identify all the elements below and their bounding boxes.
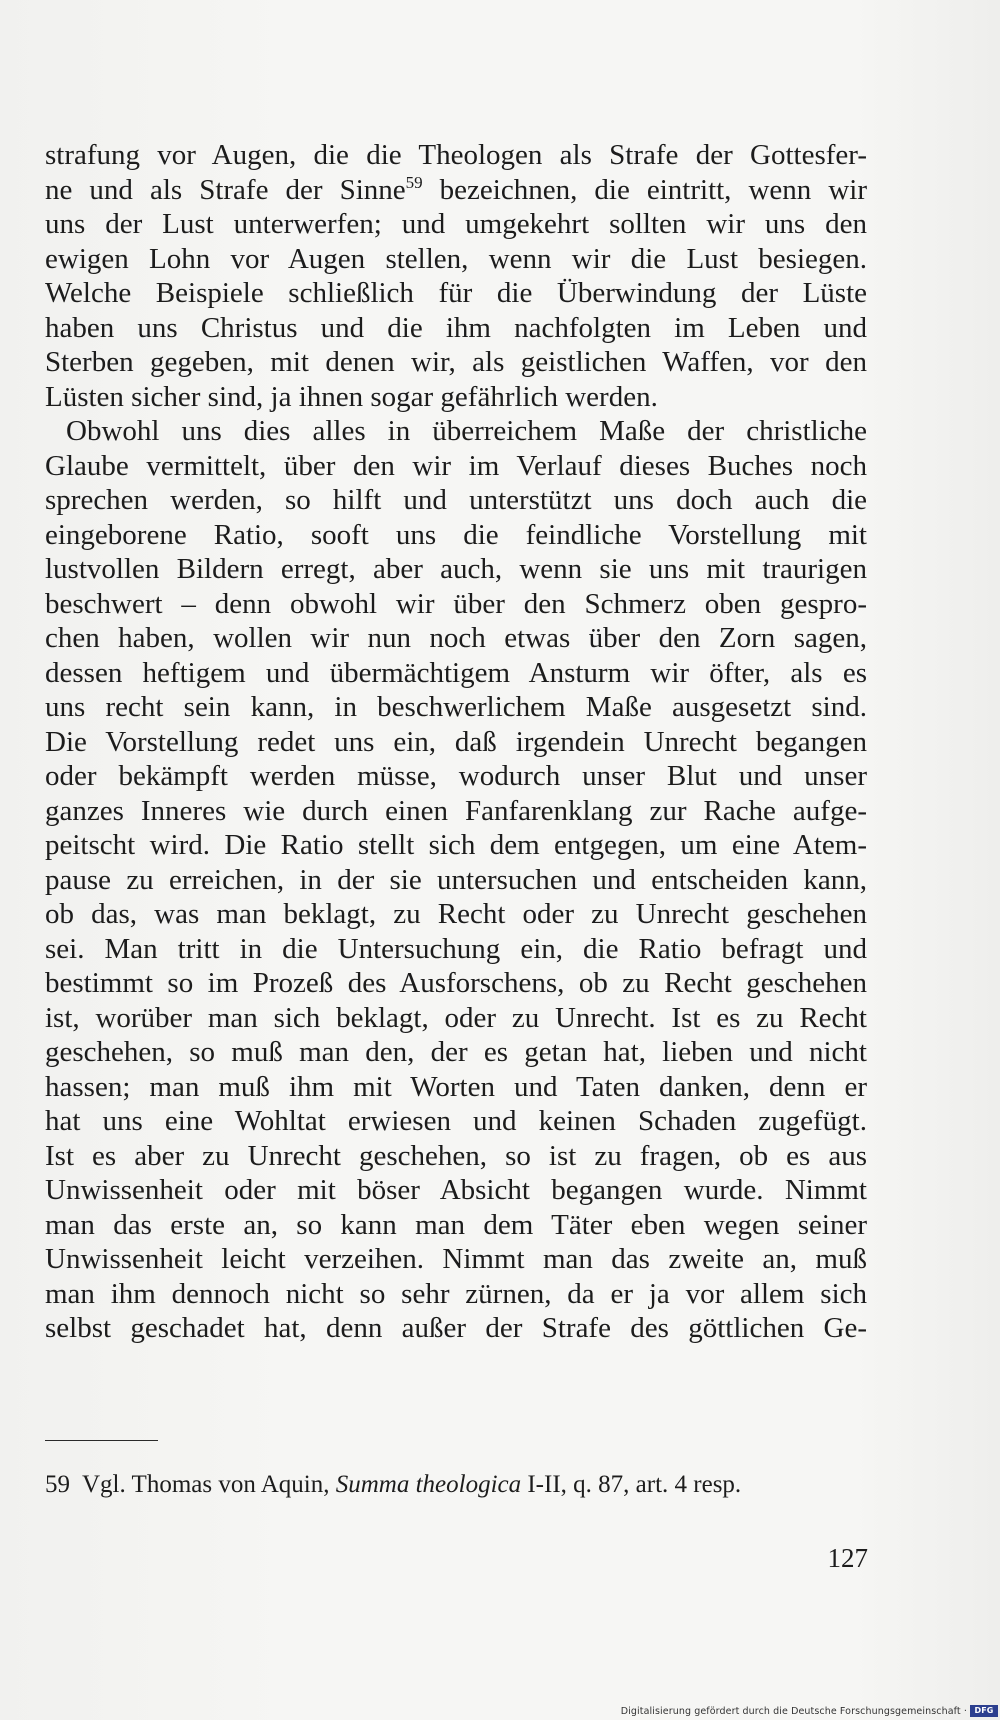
text-line: uns der Lust unterwerfen; und umgekehrt sollten wir uns den xyxy=(45,208,867,240)
footnote-reference[interactable]: 59 xyxy=(405,172,423,192)
footnote-citation: I-II, q. 87, art. 4 resp. xyxy=(521,1471,742,1498)
text-line: Sterben gegeben, mit denen wir, als geistlichen Waffen, vor den xyxy=(45,346,867,378)
text-line: peitscht wird. Die Ratio stellt sich dem entgegen, um eine Atem- xyxy=(45,829,867,861)
text-line: pause zu erreichen, in der sie untersuchen und entscheiden kann, xyxy=(45,863,867,896)
text-line: sprechen werden, so hilft und unterstützt uns doch auch die xyxy=(45,484,867,516)
text-line: hat uns eine Wohltat erwiesen und keinen Schaden zugefügt. xyxy=(45,1105,867,1137)
credit-text: Digitalisierung gefördert durch die Deutsche Forschungsgemeinschaft · xyxy=(620,1705,967,1717)
footnote xyxy=(45,1470,875,1500)
text-line: man ihm dennoch nicht so sehr zürnen, da er ja vor allem sich xyxy=(45,1277,867,1310)
text-line: Lüsten sicher sind, ja ihnen sogar gefährlich werden. xyxy=(45,380,658,413)
text-line: Unwissenheit oder mit böser Absicht begangen wurde. Nimmt xyxy=(45,1174,867,1206)
text-line: man das erste an, so kann man dem Täter eben wegen seiner xyxy=(45,1208,867,1241)
paragraph-start-line: Obwohl uns dies alles in überreichem Maße der christliche xyxy=(66,415,867,447)
body-text xyxy=(45,138,867,1346)
text-line: hassen; man muß ihm mit Worten und Taten danken, denn er xyxy=(45,1070,867,1103)
page-number: 127 xyxy=(827,1543,868,1573)
digitization-credit xyxy=(621,1704,998,1718)
text-line: Glaube vermittelt, über den wir im Verlauf dieses Buches noch xyxy=(45,449,867,482)
footnote-text: Vgl. Thomas von Aquin, xyxy=(82,1471,336,1498)
text-line: sei. Man tritt in die Untersuchung ein, die Ratio befragt und xyxy=(45,932,867,965)
text-line: eingeborene Ratio, sooft uns die feindliche Vorstellung mit xyxy=(45,518,867,551)
text-line: geschehen, so muß man den, der es getan hat, lieben und nicht xyxy=(45,1036,867,1068)
text-line: beschwert – denn obwohl wir über den Schmerz oben gespro- xyxy=(45,587,867,620)
text-line: uns recht sein kann, in beschwerlichem Maße ausgesetzt sind. xyxy=(45,691,867,723)
footnote-number: 59 xyxy=(45,1471,70,1498)
footnote-title: Summa theologica xyxy=(335,1471,522,1498)
text-line: ganzes Inneres wie durch einen Fanfarenklang zur Rache aufge- xyxy=(45,794,867,827)
dfg-logo-icon: DFG xyxy=(970,1705,998,1717)
text-line: ist, worüber man sich beklagt, oder zu Unrecht. Ist es zu Recht xyxy=(45,1001,867,1034)
text-line: ob das, was man beklagt, zu Recht oder zu Unrecht geschehen xyxy=(45,898,867,930)
text-line: Welche Beispiele schließlich für die Überwindung der Lüste xyxy=(45,277,867,309)
footnote-divider xyxy=(45,1440,158,1441)
text-line: ewigen Lohn vor Augen stellen, wenn wir die Lust besiegen. xyxy=(45,242,867,275)
text-line: oder bekämpft werden müsse, wodurch unser Blut und unser xyxy=(45,760,867,792)
text-line: chen haben, wollen wir nun noch etwas über den Zorn sagen, xyxy=(45,622,867,654)
text-line: strafung vor Augen, die die Theologen als Strafe der Gottesfer- xyxy=(45,139,867,171)
text-line: haben uns Christus und die ihm nachfolgten im Leben und xyxy=(45,311,867,344)
text-line: dessen heftigem und übermächtigem Ansturm wir öfter, als es xyxy=(45,656,867,689)
text-line: Ist es aber zu Unrecht geschehen, so ist zu fragen, ob es aus xyxy=(45,1139,867,1172)
text-line: Die Vorstellung redet uns ein, daß irgendein Unrecht begangen xyxy=(45,725,867,758)
text-line: Unwissenheit leicht verzeihen. Nimmt man das zweite an, muß xyxy=(45,1243,867,1275)
text-line: lustvollen Bildern erregt, aber auch, wenn sie uns mit traurigen xyxy=(45,553,867,585)
text-line: bestimmt so im Prozeß des Ausforschens, ob zu Recht geschehen xyxy=(45,967,867,999)
text-line: ne und als Strafe der Sinne$^{59}$ bezeichnen, die eintritt, wenn wir xyxy=(45,172,867,206)
text-line: selbst geschadet hat, denn außer der Strafe des göttlichen Ge- xyxy=(45,1312,867,1344)
